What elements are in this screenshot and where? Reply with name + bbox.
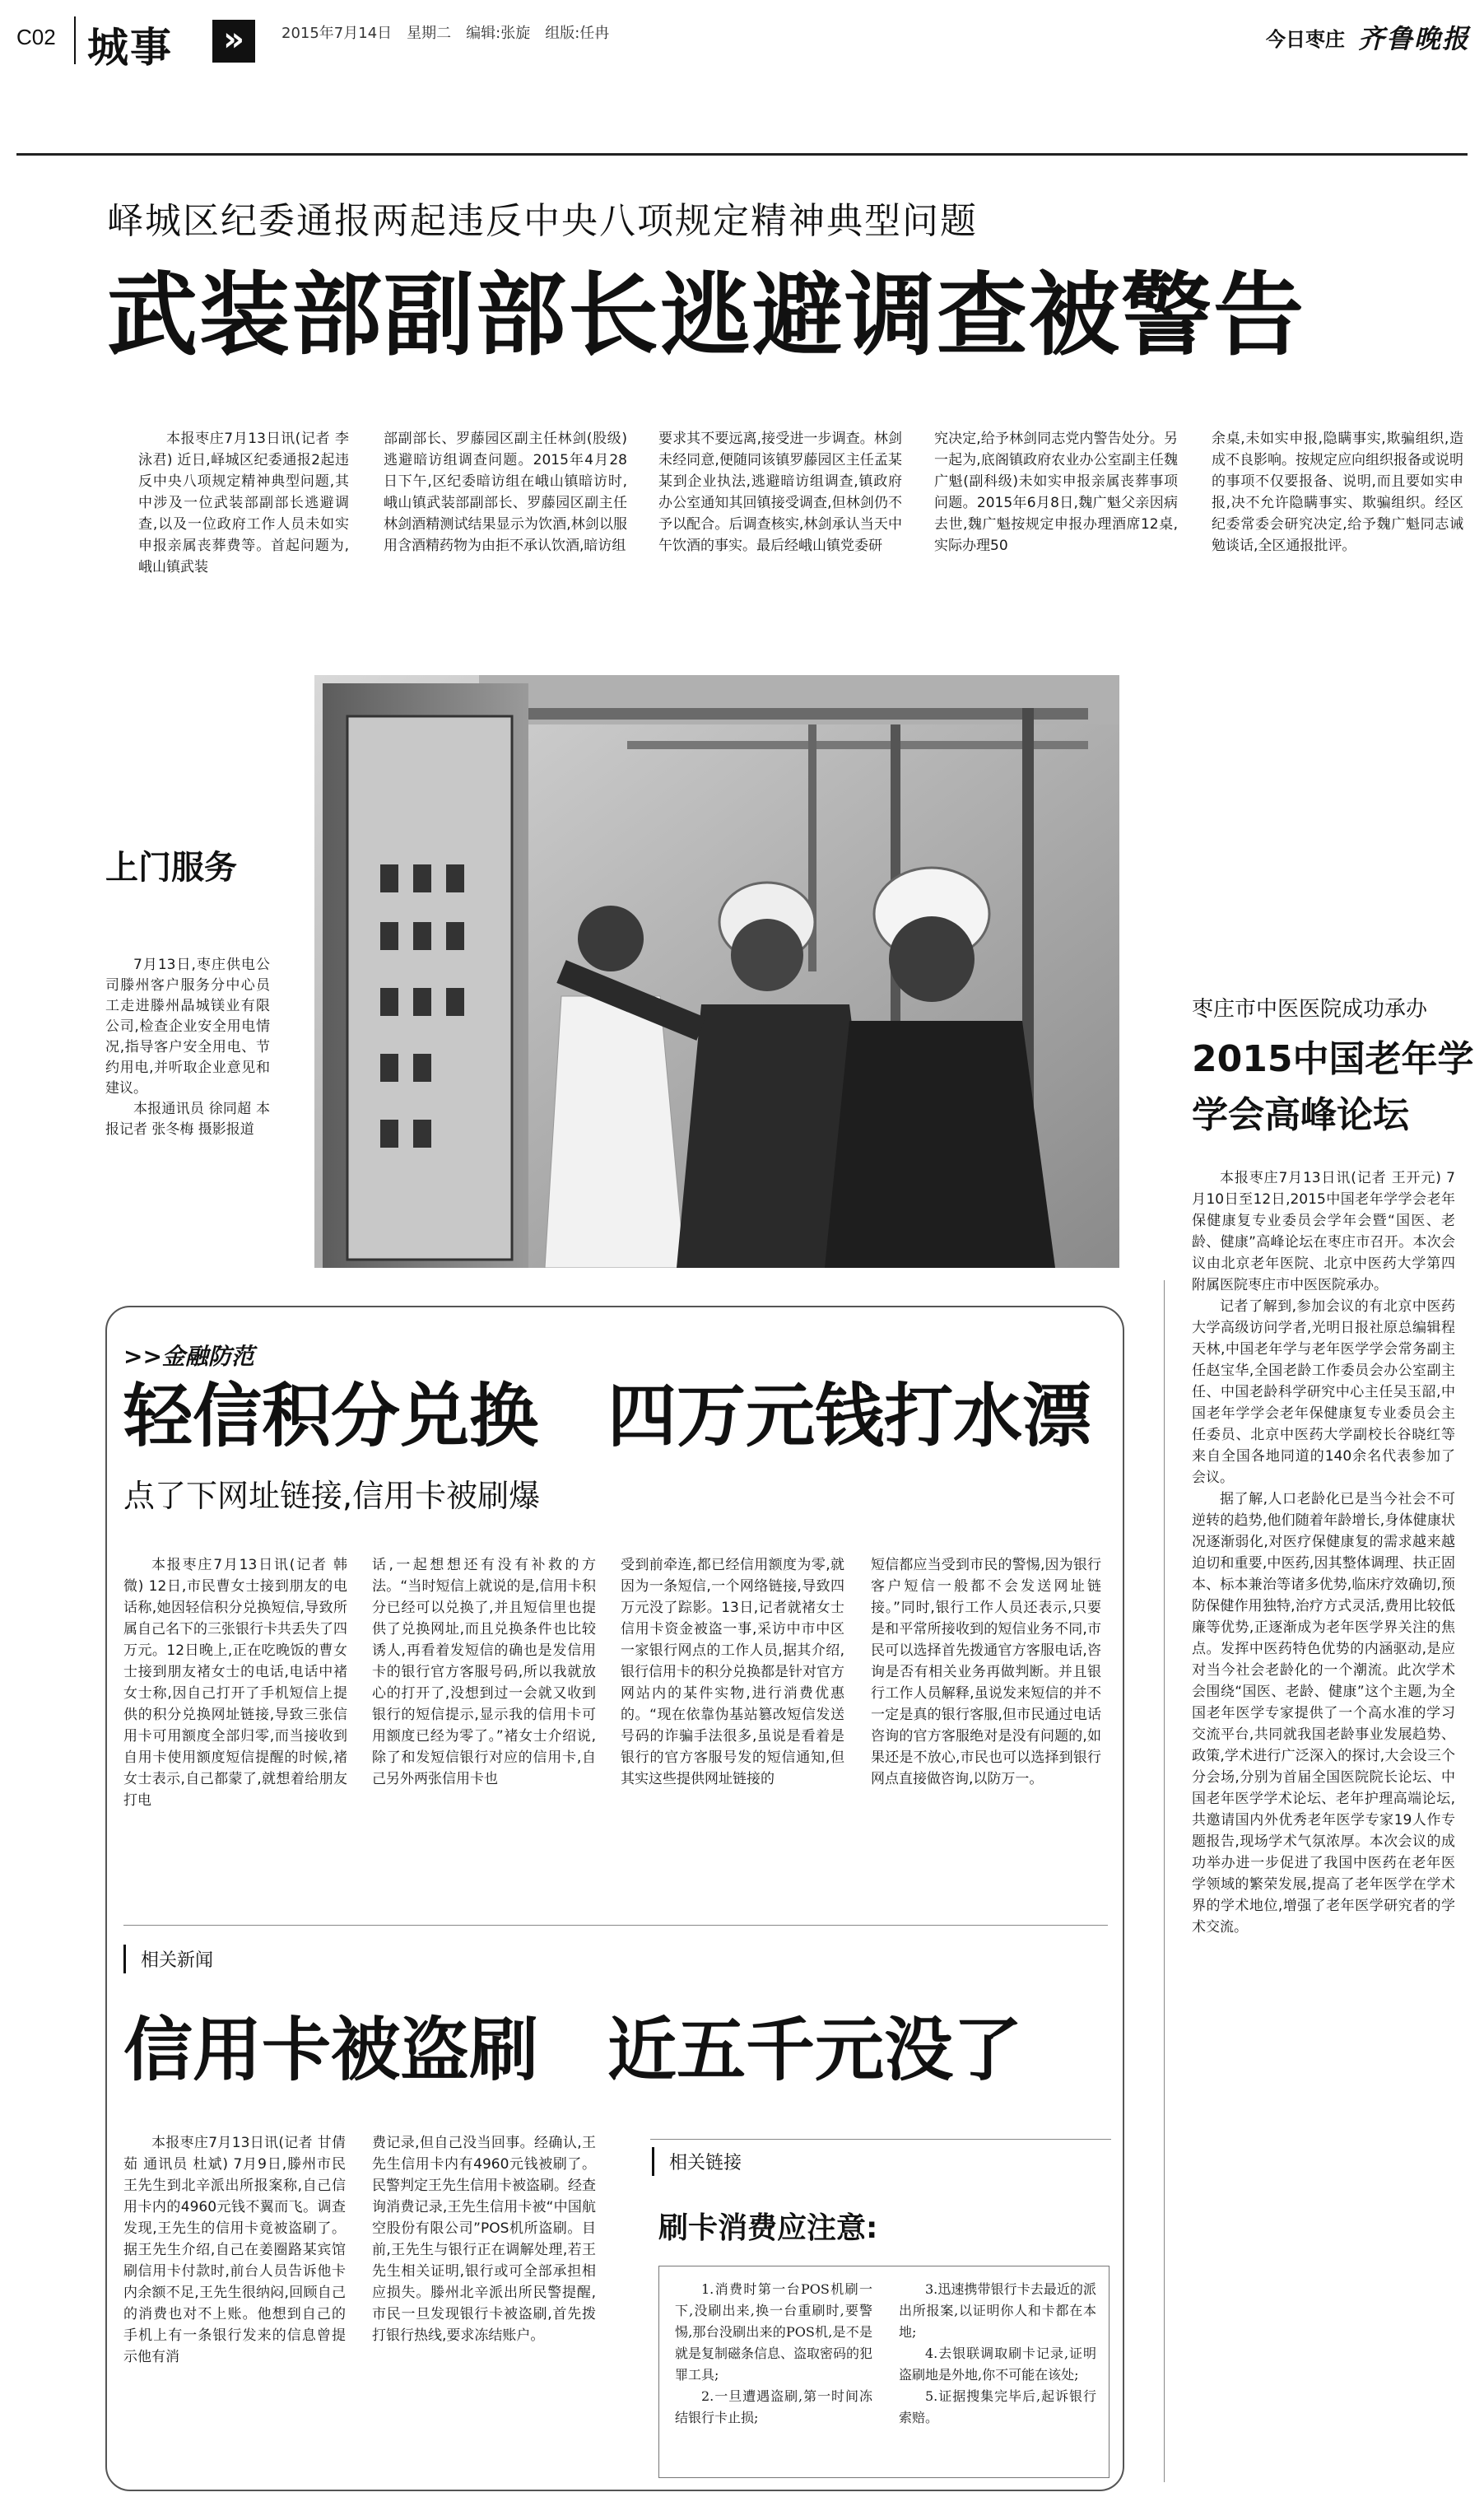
- header-meta: 2015年7月14日 星期二 编辑:张旋 组版:任冉: [281, 25, 610, 42]
- links-label: 相关链接: [652, 2147, 756, 2176]
- header-divider: [74, 16, 76, 64]
- finance-headline: 轻信积分兑换 四万元钱打水漂: [123, 1376, 1092, 1456]
- links-item: 3.迅速携带银行卡去最近的派出所报案,以证明你人和卡都在本地;: [899, 2281, 1096, 2340]
- page-number: C02: [16, 25, 56, 49]
- finance-tag: >>金融防范: [123, 1343, 254, 1370]
- lead-col-1: 本报枣庄7月13日讯(记者 李泳君) 近日,峄城区纪委通报2起违反中央八项规定精神典型问题,其中涉及一位武装部副部长逃避调查,以及一位政府工作人员未如实申报亲属丧葬费等。首起问题为,峨山镇武装: [138, 431, 349, 575]
- lead-kicker: 峄城区纪委通报两起违反中央八项规定精神典型问题: [107, 200, 978, 242]
- related-col-1: 本报枣庄7月13日讯(记者 甘倩茹 通讯员 杜斌) 7月9日,滕州市民王先生到北辛派出所报案称,自己信用卡内的4960元钱不翼而飞。调查发现,王先生的信用卡竟被盗刷了。据王先生介绍,自己在姜圈路某宾馆刷信用卡付款时,前台人员告诉他卡内余额不足,王先生很纳闷,回顾自己的消费也对不上账。他想到自己的手机上有一条银行发来的信息曾提示他有消: [123, 2135, 346, 2365]
- related-headline: 信用卡被盗刷 近五千元没了: [123, 2010, 1023, 2090]
- lead-headline: 武装部副部长逃避调查被警告: [107, 263, 1305, 368]
- photo-title: 上门服务: [105, 849, 237, 887]
- links-headline: 刷卡消费应注意:: [658, 2211, 878, 2245]
- header-rule: [16, 153, 1468, 156]
- links-col-right: [899, 2279, 1096, 2468]
- links-item: 5.证据搜集完毕后,起诉银行索赔。: [899, 2388, 1096, 2425]
- forum-kicker: 枣庄市中医医院成功承办: [1192, 997, 1428, 1022]
- related-label: 相关新闻: [123, 1945, 228, 1973]
- finance-col-1: 本报枣庄7月13日讯(记者 韩微) 12日,市民曹女士接到朋友的电话称,她因轻信积分兑换短信,导致所属自己名下的三张银行卡共丢失了四万元。12日晚上,正在吃晚饭的曹女士接到朋友褚女士的电话,电话中褚女士称,因自己打开了手机短信上提供的积分兑换网址链接,导致三张信用卡可用额度全部归零,而当接收到自用卡使用额度短信提醒的时候,褚女士表示,自己都蒙了,就想着给朋友打电: [123, 1557, 347, 1809]
- brand-left: 今日枣庄: [1266, 28, 1345, 51]
- links-col-left: [675, 2279, 872, 2468]
- finance-col-3: 受到前牵连,都已经信用额度为零,就因为一条短信,一个网络链接,导致四万元没了踪影。13日,记者就褚女士信用卡资金被盗一事,采访中市中区一家银行网点的工作人员,据其介绍,银行信用卡的积分兑换都是针对官方网站内的某件实物,进行消费优惠的。“现在依靠伪基站篡改短信发送号码的诈骗手法很多,虽说是看着是银行的官方客服号发的短信通知,但其实这些提供网址链接的: [621, 1557, 844, 1787]
- finance-subhead: 点了下网址链接,信用卡被刷爆: [123, 1478, 541, 1514]
- links-rule: [650, 2139, 1111, 2140]
- related-rule: [123, 1925, 1108, 1926]
- lead-col-4: 究决定,给予林剑同志党内警告处分。另一起为,底阁镇政府农业办公室副主任魏广魁(副科级)未如实申报亲属丧葬事项问题。2015年6月8日,魏广魁父亲因病去世,魏广魁按规定申报办理酒席12桌,实际办理50: [934, 431, 1178, 554]
- brand-logo: 齐鲁晚报: [1358, 23, 1471, 54]
- links-item: 2.一旦遭遇盗刷,第一时间冻结银行卡止损;: [675, 2388, 872, 2425]
- forum-body: 本报枣庄7月13日讯(记者 王开元) 7月10日至12日,2015中国老年学学会老年保健康复专业委员会学年会暨“国医、老龄、健康”高峰论坛在枣庄市召开。本次会议由北京老年医院、北京中医药大学第四附属医院枣庄市中医医院承办。 记者了解到,参加会议的有北京中医药大学高级访问学者,光明日报社原总编辑程天林,中国老年学与老年医学学会常务副主任赵宝华,全国老龄工作委员会办公室副主任、中国老龄科学研究中心主任吴玉韶,中国老年学学会老年保健康复专业委员会主任委员、北京中医药大学副校长谷晓红等来自全国各地同道的140余名代表参加了会议。 据了解,人口老龄化已是当今社会不可逆转的趋势,他们随着年龄增长,身体健康状况逐渐弱化,对医疗保健康复的需求越来越迫切和重要,中医药,因其整体调理、扶正固本、标本兼治等诸多优势,临床疗效确切,预防保健作用独特,治疗方式灵活,费用比较低廉等优势,正逐渐成为老年医学界关注的焦点。发挥中医药特色优势的内涵驱动,是应对当今社会老龄化的一个潮流。此次学术会围绕“国医、老龄、健康”这个主题,为全国老年医学专家提供了一个高水准的学习交流平台,共同就我国老龄事业发展趋势、政策,学术进行广泛深入的探讨,大会设三个分会场,分别为首届全国医院院长论坛、中国老年医学学术论坛、老年护理高端论坛,共邀请国内外优秀老年医学专家19人作专题报告,现场学术气氛浓厚。本次会议的成功举办进一步促进了我国中医药在老年医学领域的繁荣发展,提高了老年医学在学术界的学术地位,增强了老年医学研究者的学术交流。: [1192, 1170, 1455, 1936]
- related-col-2: 费记录,但自己没当回事。经确认,王先生信用卡内有4960元钱被刷了。民警判定王先生信用卡被盗刷。经查询消费记录,王先生信用卡被“中国航空股份有限公司”POS机所盗刷。目前,王先生与银行正在调解处理,若王先生相关证明,银行或可全部承担相应损失。滕州北辛派出所民警提醒,市民一旦发现银行卡被盗刷,首先拨打银行热线,要求冻结账户。: [372, 2135, 596, 2344]
- section-title: 城事: [87, 24, 173, 72]
- finance-col-2: 话,一起想想还有没有补救的方法。“当时短信上就说的是,信用卡积分已经可以兑换了,并且短信里也提供了兑换网址,而且兑换条件也比较诱人,再看着发短信的确也是发信用卡的银行官方客服号码,所以我就放心的打开了,没想到过一会就又收到银行的短信提示,显示我的信用卡可用额度已经为零了。”褚女士介绍说,除了和发短信银行对应的信用卡,自己另外两张信用卡也: [372, 1557, 596, 1787]
- links-item: 4.去银联调取刷卡记录,证明盗刷地是外地,你不可能在该处;: [899, 2346, 1096, 2383]
- page-header: [0, 0, 1484, 74]
- finance-col-4: 短信都应当受到市民的警惕,因为银行客户短信一般都不会发送网址链接。”同时,银行工作人员还表示,只要是和平常所接收到的短信业务不同,市民可以选择首先拨通官方客服电话,咨询是否有相关业务再做判断。并且银行工作人员解释,虽说发来短信的并不一定是真的银行客服,但市民通过电话咨询的官方客服绝对是没有问题的,如果还是不放心,市民也可以选择到银行网点直接做咨询,以防万一。: [871, 1557, 1101, 1787]
- lead-col-2: 部副部长、罗藤园区副主任林剑(股级)逃避暗访组调查问题。2015年4月28日下午,区纪委暗访组在峨山镇暗访时,峨山镇武装部副部长、罗藤园区副主任林剑酒精测试结果显示为饮酒,林剑以服用含酒精药物为由拒不承认饮酒,暗访组: [384, 431, 627, 554]
- section-arrow-icon: »: [212, 20, 255, 63]
- lead-col-3: 要求其不要远离,接受进一步调查。林剑未经同意,便随同该镇罗藤园区主任孟某某到企业执法,逃避暗访组调查,镇政府办公室通知其回镇接受调查,但林剑仍不予以配合。后调查核实,林剑承认当天中午饮酒的事实。最后经峨山镇党委研: [658, 431, 902, 554]
- forum-headline-1: 2015中国老年学: [1192, 1038, 1474, 1080]
- photo-caption: 7月13日,枣庄供电公司滕州客户服务分中心员工走进滕州晶城镁业有限公司,检查企业安全用电情况,指导客户安全用电、节约用电,并听取企业意见和建议。 本报通讯员 徐同超 本报记者 张冬梅 摄影报道: [105, 957, 270, 1138]
- forum-column-divider: [1164, 1280, 1165, 2482]
- lead-col-5: 余桌,未如实申报,隐瞒事实,欺骗组织,造成不良影响。按规定应向组织报备或说明的事项不仅要报备、说明,而且要如实申报,决不允许隐瞒事实、欺骗组织。经区纪委常委会研究决定,给予魏广魁同志诫勉谈话,全区通报批评。: [1212, 431, 1463, 554]
- links-item: 1.消费时第一台POS机刷一下,没刷出来,换一台重刷时,要警惕,那台没刷出来的POS机,是不是就是复制磁条信息、盗取密码的犯罪工具;: [675, 2281, 872, 2383]
- forum-headline-2: 学会高峰论坛: [1192, 1094, 1409, 1136]
- news-photo: [314, 675, 1119, 1268]
